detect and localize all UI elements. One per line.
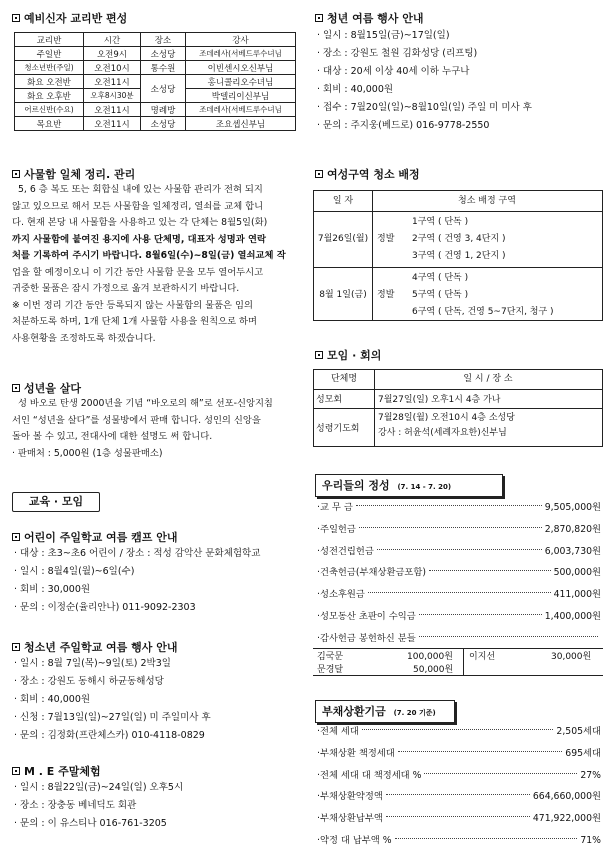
- youth-summer-title: 청년 여름 행사 안내: [315, 10, 424, 26]
- youth-event-title: 청소년 주일학교 여름 행사 안내: [12, 639, 177, 655]
- fund-value: 2,870,820원: [544, 523, 601, 535]
- kids-camp-body: · 대상 : 초3~초6 어린이 / 장소 : 적성 감악산 문화체험학교 · 일시 : 8월4일(월)~6일(수) · 회비 : 30,000원 · 문의 : 이정순(율리안나) 011-9092-2303: [14, 548, 261, 613]
- locker-notice-body: 5, 6 층 복도 또는 회합실 내에 있는 사물함 관리가 전혀 되지 않고 있으므로 해서 모든 사물함을 일체정리, 열쇠를 교체 합니 다. 현재 본당 내 사물함을 사용하고 있는 각 단체는 8월5일(화) 까지 사물함에 붙여진 용지에 사용 단체명, 대표자 성명과 연락 처를 기록하여 주시기 바랍니다. 8월6일(수)~8일(금) 열쇠교체 작 업을 할 예정이오니 이 기간 동안 사물함 문을 모두 열어두시고 귀중한 물품은 잠시 가정으로 옮겨 보관하시기 바랍니다. ※ 이번 정리 기간 동안 등록되지 않는 사물함의 물품은 임의 처분하도록 하며, 1개 단체 1개 사물함 사용을 원칙으로 하며 사용현황을 조정하도록 하겠습니다.: [12, 184, 286, 344]
- checkbox-bullet-icon: [315, 351, 323, 359]
- fund-row: · 부채상환 책정세대 695세대: [317, 743, 601, 765]
- donor-table: 김국문 100,000원 이지선 30,000원 문경달 50,000원: [313, 648, 603, 676]
- table-divider: [314, 408, 602, 409]
- table-row: 청소년반(주일) 오전10시 통수원 이빈센시오신부님: [15, 61, 296, 75]
- checkbox-bullet-icon: [12, 384, 20, 392]
- fund-label: 건축헌금(부채상환금포함): [319, 567, 427, 579]
- dotted-leader: [359, 527, 542, 528]
- fund-label: 주일헌금: [319, 523, 356, 535]
- class-schedule-table: [14, 32, 296, 131]
- fund-row: · 주일헌금 2,870,820원: [317, 519, 601, 541]
- table-divider: [463, 649, 464, 675]
- fund-row: · 건축헌금(부채상환금포함) 500,000원: [317, 562, 601, 584]
- fund-row: · 전체 세대 2,505세대: [317, 721, 601, 743]
- fund-row: · 교 무 금 9,505,000원: [317, 497, 601, 519]
- fund-label: 약정 대 납부액 %: [319, 834, 392, 846]
- cleaning-table: 일 자 청소 배정 구역 7월26일(월) 정발 1구역 ( 단독 ) 2구역 ( 건영 3, 4단지 ) 3구역 ( 건영 1, 2단지 ) 8월 1일(금) 정발 4구역 ( 단독 ) 5구역 ( 단독 ) 6구역 ( 단독, 건영 5~7단지, 청구 ): [313, 190, 603, 321]
- dotted-leader: [377, 549, 542, 550]
- fund-label: 부채상환약정액: [319, 791, 383, 803]
- fund-label: 부채상환 책정세대: [319, 747, 395, 759]
- checkbox-bullet-icon: [12, 643, 20, 651]
- fund-value: 9,505,000원: [544, 502, 601, 513]
- book-section-title: 성년을 살다: [12, 380, 81, 396]
- checkbox-bullet-icon: [12, 14, 20, 22]
- dotted-leader: [419, 614, 542, 615]
- fund-label: 성소후원금: [319, 589, 365, 601]
- fund-value: 471,922,000원: [532, 813, 601, 825]
- fund-row: · 감사헌금 봉헌하신 분들: [317, 628, 601, 650]
- cleaning-title: 여성구역 청소 배정: [315, 166, 420, 182]
- me-weekend-body: · 일시 : 8월22일(금)~24일(일) 오후5시 · 장소 : 장충동 베네딕도 회관 · 문의 : 이 유스티나 016-761-3205: [14, 782, 184, 829]
- table-divider: [374, 370, 375, 446]
- fund-label: 성전건립헌금: [319, 545, 374, 557]
- cleaning-block-2: 4구역 ( 단독 ) 5구역 ( 단독 ) 6구역 ( 단독, 건영 5~7단지, 청구 ): [412, 273, 554, 317]
- meetings-title: 모임 · 회의: [315, 347, 381, 363]
- dotted-leader: [395, 838, 578, 839]
- offerings-list: [317, 497, 601, 650]
- dotted-leader: [368, 592, 551, 593]
- me-weekend-title: M . E 주말체험: [12, 763, 101, 779]
- fund-value: 71%: [580, 834, 601, 846]
- table-row: 화요 오후반 오후8시30분 박델리이신부님: [15, 89, 296, 103]
- table-divider: [314, 267, 602, 268]
- fund-label: 부채상환납부액: [319, 813, 383, 825]
- table-divider: [314, 211, 602, 212]
- fund-value: 695세대: [565, 747, 601, 759]
- dotted-leader: [356, 505, 542, 506]
- fund-value: 1,400,000원: [544, 610, 601, 622]
- fund-row: · 부채상환약정액 664,660,000원: [317, 786, 601, 808]
- fund-row: · 전체 세대 대 책정세대 % 27%: [317, 765, 601, 787]
- dotted-leader: [398, 751, 563, 752]
- table-row: 화요 오전반 오전11시 소성당 홍니콜리오수녀님: [15, 75, 296, 89]
- table-row: 주일반 오전9시 소성당 조데레사(서베드루수녀님: [15, 47, 296, 61]
- meetings-table: 단체명 일 시 / 장 소 성모회 7월27일(일) 오후1시 4층 가나 성령기도회 7월28일(월) 오전10시 4층 소성당 강사 : 허윤석(세례자요한)신부님: [313, 369, 603, 447]
- dotted-leader: [386, 794, 530, 795]
- kids-camp-title: 어린이 주일학교 여름 캠프 안내: [12, 529, 177, 545]
- checkbox-bullet-icon: [12, 767, 20, 775]
- fund-label: 감사헌금 봉헌하신 분들: [319, 632, 416, 644]
- table-row: 목요반 오전11시 소성당 조요셉신부님: [15, 117, 296, 131]
- fund-value: 27%: [580, 769, 601, 781]
- youth-event-body: · 일시 : 8월 7일(목)~9일(토) 2박3일 · 장소 : 강원도 동해시 하균동해성당 · 회비 : 40,000원 · 신청 : 7월13일(일)~27일(일) 미 주일미사 후 · 문의 : 김정화(프란체스카) 010-4118-0829: [14, 658, 211, 741]
- table-row: 어르신반(수요) 오전11시 명례방 조데레사(서베드루수녀님: [15, 103, 296, 117]
- fund-value: 6,003,730원: [544, 545, 601, 557]
- dotted-leader: [362, 729, 554, 730]
- dotted-leader: [424, 773, 577, 774]
- fund-row: · 성소후원금 411,000원: [317, 584, 601, 606]
- fund-row: · 성모동산 초판이 수익금 1,400,000원: [317, 606, 601, 628]
- table-header-row: 교리반 시간 장소 강사: [15, 33, 296, 47]
- dotted-leader: [419, 636, 598, 637]
- checkbox-bullet-icon: [12, 533, 20, 541]
- locker-section-title: 사물함 일체 정리. 관리: [12, 166, 135, 182]
- fund-value: 411,000원: [553, 589, 601, 601]
- fund-label: 전체 세대: [319, 726, 359, 737]
- dotted-leader: [386, 816, 530, 817]
- book-section-body: 성 바오로 탄생 2000년을 기념 “바오로의 해”로 선포-신앙지침 서인 “성년을 살다”를 성물방에서 판매 합니다. 성인의 신앙을 돌아 볼 수 있고, 전대사에 대한 설명도 써 합니다. · 판매처 : 5,000원 (1층 성물판매소): [12, 398, 273, 459]
- class-schedule-title: 예비신자 교리반 편성: [12, 10, 127, 26]
- debt-fund-list: [317, 721, 601, 852]
- table-divider: [314, 389, 602, 390]
- meeting-row-detail: 7월28일(월) 오전10시 4층 소성당 강사 : 허윤석(세례자요한)신부님: [378, 413, 515, 438]
- fund-label: 성모동산 초판이 수익금: [319, 610, 416, 622]
- fund-row: · 성전건립헌금 6,003,730원: [317, 541, 601, 563]
- youth-summer-body: · 일시 : 8월15일(금)~17일(일) · 장소 : 강원도 철원 김화성당 (리프팅) · 대상 : 20세 이상 40세 이하 누구나 · 회비 : 40,000원 · 접수 : 7월20일(일)~8월10일(일) 주일 미 미사 후 · 문의 : 주지웅(베드로) 016-9778-2550: [317, 30, 532, 131]
- debt-fund-header: 부채상환기금 (7. 20 기준): [315, 700, 455, 723]
- checkbox-bullet-icon: [12, 170, 20, 178]
- fund-row: · 약정 대 납부액 % 71%: [317, 830, 601, 852]
- fund-value: 664,660,000원: [532, 791, 601, 803]
- fund-row: · 부채상환납부액 471,922,000원: [317, 808, 601, 830]
- checkbox-bullet-icon: [315, 14, 323, 22]
- education-section-label: 교육 · 모임: [12, 492, 100, 512]
- dotted-leader: [429, 570, 551, 571]
- table-divider: [372, 191, 373, 320]
- offerings-header: 우리들의 정성 (7. 14 - 7. 20): [315, 474, 503, 497]
- fund-value: 500,000원: [553, 567, 601, 579]
- checkbox-bullet-icon: [315, 170, 323, 178]
- fund-label: 전체 세대 대 책정세대 %: [319, 769, 422, 781]
- fund-value: 2,505세대: [556, 726, 601, 737]
- fund-label: 교 무 금: [319, 502, 353, 513]
- cleaning-block-1: 1구역 ( 단독 ) 2구역 ( 건영 3, 4단지 ) 3구역 ( 건영 1, 2단지 ): [412, 217, 506, 261]
